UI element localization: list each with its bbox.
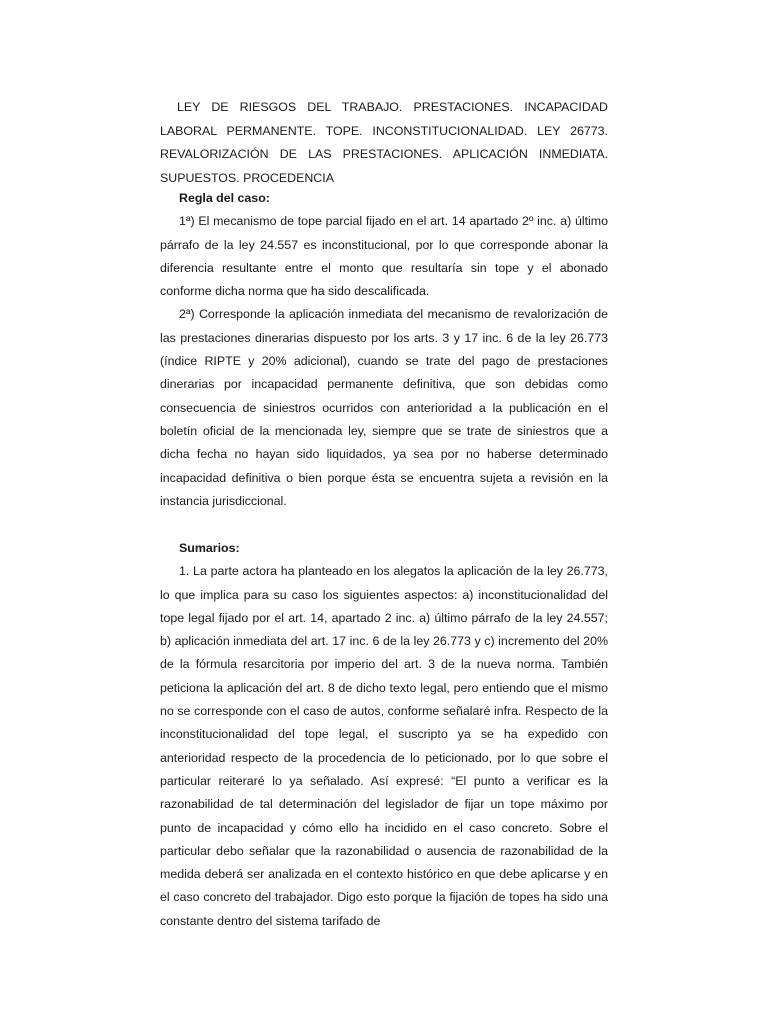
sumarios-paragraph-1: 1. La parte actora ha planteado en los alegatos la aplicación de la ley 26.773, lo que implica para su caso los siguientes aspectos: a) inconstitucionalidad del tope legal fijado por el art. 14, apartado 2 inc. a) último párrafo de la ley 24.557; b) aplicación inmediata del art. 17 inc. 6 de la ley 26.773 y c) incremento del 20% de la fórmula resarcitoria por imperio del art. 3 de la nueva norma. También peticiona la aplicación del art. 8 de dicho texto legal, pero entiendo que el mismo no se corresponde con el caso de autos, conforme señalaré infra. Respecto de la inconstitucionalidad del tope legal, el suscripto ya se ha expedido con anterioridad respecto de la procedencia de lo peticionado, por lo que sobre el particular reiteraré lo ya señalado. Así expresé: “El punto a verificar es la razonabilidad de tal determinación del legislador de fijar un tope máximo por punto de incapacidad y cómo ello ha incidido en el caso concreto. Sobre el particular debo señalar que la razonabilidad o ausencia de razonabilidad de la medida deberá ser analizada en el contexto histórico en que debe aplicarse y en el caso concreto del trabajador. Digo esto porque la fijación de topes ha sido una constante dentro del sistema tarifado de [160,564,608,928]
regla-del-caso-title: Regla del caso: [179,191,270,205]
regla-paragraph-1: 1ª) El mecanismo de tope parcial fijado en el art. 14 apartado 2º inc. a) último párrafo de la ley 24.557 es inconstitucional, por lo que corresponde abonar la diferencia resultante entre el monto que resultaría sin tope y el abonado conforme dicha norma que ha sido descalificada. [160,214,608,299]
sumarios-title: Sumarios: [179,541,240,555]
regla-paragraph-2: 2ª) Corresponde la aplicación inmediata del mecanismo de revalorización de las prestaciones dinerarias dispuesto por los arts. 3 y 17 inc. 6 de la ley 26.773 (índice RIPTE y 20% adicional), cuando se trate del pago de prestaciones dinerarias por incapacidad permanente definitiva, que son debidas como consecuencia de siniestros ocurridos con anterioridad a la publicación en el boletín oficial de la mencionada ley, siempre que se trate de siniestros que a dicha fecha no hayan sido liquidados, ya sea por no haberse determinado incapacidad definitiva o bien porque ésta se encuentra sujeta a revisión en la instancia jurisdiccional. [160,307,608,508]
document-heading: LEY DE RIESGOS DEL TRABAJO. PRESTACIONES. INCAPACIDAD LABORAL PERMANENTE. TOPE. INCONSTITUCIONALIDAD. LEY 26773. REVALORIZACIÓN DE LAS PRESTACIONES. APLICACIÓN INMEDIATA. SUPUESTOS. PROCEDENCIA [160,100,608,185]
sumarios-section [160,537,608,933]
document-page [160,0,608,1024]
regla-del-caso-section [160,187,608,513]
